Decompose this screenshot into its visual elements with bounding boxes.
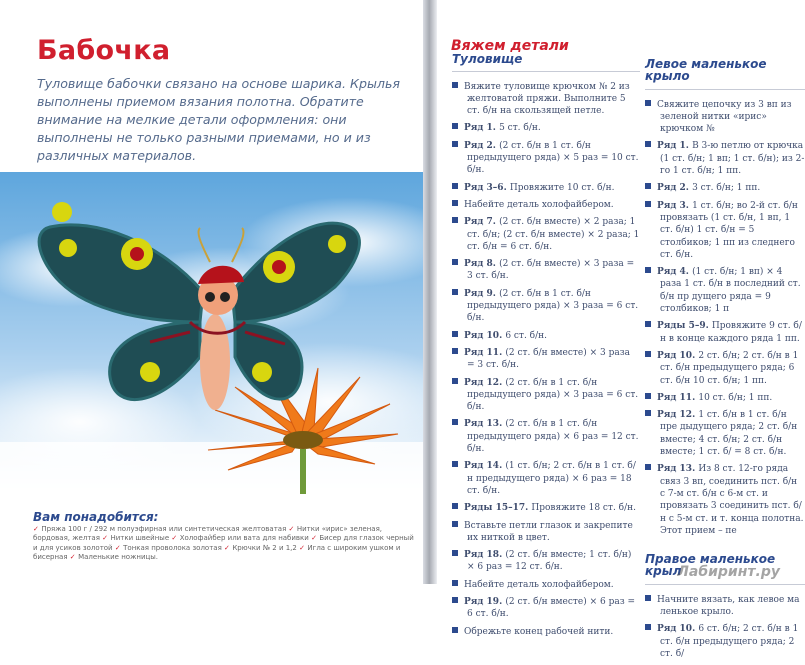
book-gutter (423, 0, 437, 584)
row-instruction (645, 350, 805, 387)
instruction-text: Начните вязать, как левое ма ленькое крыло. (657, 594, 800, 617)
instruction-text: (2 ст. б/н вместе) × 2 раза; 1 ст. б/н; (2 ст. б/н вместе) × 2 раза; 1 ст. б/н = 6 ст. б/н. (467, 217, 640, 252)
divider (645, 89, 805, 90)
square-bullet-icon (645, 201, 651, 207)
square-bullet-icon (645, 100, 651, 106)
square-bullet-icon (452, 597, 458, 603)
section-title: Вяжем детали (451, 38, 569, 54)
instruction-text: Провяжите 9 ст. б/н в конце каждого ряда 1 пп. (660, 321, 802, 344)
right-wing-instructions (645, 594, 805, 660)
intro-text: Туловище бабочки связано на основе шарика. Крылья выполнены приемом вязания полотна. Обратите внимание на мелкие детали оформления: они выполнены не только разными приемами, но и из различных материалов. (37, 76, 400, 163)
instruction-text: 6 ст. б/н. (505, 330, 547, 341)
row-label: Ряд 7. (464, 217, 500, 228)
row-instruction (645, 320, 805, 345)
instruction-step (452, 579, 640, 591)
square-bullet-icon (452, 419, 458, 425)
square-bullet-icon (452, 82, 458, 88)
material-item (224, 544, 299, 552)
row-instruction (645, 623, 805, 660)
right-wing-heading: Правое маленькое крыл (645, 552, 776, 579)
instruction-text: Провяжите 10 ст. б/н. (509, 182, 615, 193)
instruction-text: (1 ст. б/н; 1 вп) × 4 раза 1 ст. б/н в последний ст. б/н пр дущего ряда = 9 столбиков; 1 п (660, 267, 801, 315)
row-label: Ряд 8. (464, 259, 500, 270)
instruction-text: (2 ст. б/н вместе; 1 ст. б/н) × 6 раз = 12 ст. б/н. (467, 550, 632, 573)
material-item (33, 525, 289, 533)
row-instruction (645, 409, 805, 458)
check-icon: ✓ (33, 525, 42, 533)
body-heading: Туловище (452, 52, 523, 67)
instruction-text: Набейте деталь холофайбером. (464, 579, 614, 590)
page-title: Бабочка (37, 35, 171, 66)
row-label: Ряд 11. (464, 347, 506, 358)
row-label: Ряд 3. (657, 200, 693, 211)
row-label: Ряд 18. (464, 550, 506, 561)
watermark: Лабиринт.ру (677, 564, 780, 580)
instruction-text: (1 ст. б/н; 2 ст. б/н в 1 ст. б/н предыдущего ряда) × 6 раз = 18 ст. б/н. (467, 461, 636, 496)
right-page (437, 0, 805, 659)
instruction-text: (2 ст. б/н в 1 ст. б/н предыдущего ряда) × 3 раза = 6 ст. б/н. (467, 377, 639, 413)
square-bullet-icon (452, 521, 458, 527)
check-icon: ✓ (171, 534, 180, 543)
check-icon: ✓ (288, 525, 297, 533)
square-bullet-icon (645, 393, 651, 399)
left-wing-heading: Левое маленькое крыло (645, 57, 767, 84)
instruction-text: В 3-ю петлю от крючка (1 ст. б/н; 1 вп; 1 ст. б/н); из 2-го 1 ст. б/н; 1 пп. (660, 141, 805, 177)
square-bullet-icon (645, 410, 651, 416)
row-instruction (452, 347, 640, 372)
row-label: Ряды 5–9. (657, 321, 712, 332)
instruction-step (452, 626, 640, 638)
square-bullet-icon (452, 183, 458, 189)
square-bullet-icon (452, 378, 458, 384)
row-label: Ряд 1. (464, 123, 500, 134)
row-label: Ряд 9. (464, 288, 500, 299)
row-label: Ряды 15–17. (464, 503, 532, 514)
instruction-text: (2 ст. б/н вместе) × 3 раза = 3 ст. б/н. (467, 347, 630, 371)
square-bullet-icon (452, 200, 458, 206)
instruction-text: 3 ст. б/н; 1 пп. (692, 183, 761, 194)
row-instruction (645, 463, 805, 537)
instruction-text: 5 ст. б/н. (499, 123, 541, 134)
row-instruction (645, 392, 805, 404)
row-label: Ряд 10. (657, 624, 699, 635)
body-instructions (452, 81, 640, 638)
square-bullet-icon (452, 259, 458, 265)
square-bullet-icon (645, 464, 651, 470)
row-label: Ряд 10. (464, 330, 506, 341)
material-text: Тонкая проволока золотая (123, 543, 225, 552)
instruction-step (452, 199, 640, 211)
instruction-step (645, 594, 805, 619)
instruction-text: Обрежьте конец рабочей нити. (464, 626, 614, 637)
material-item (115, 544, 224, 552)
row-instruction (452, 502, 640, 514)
instruction-text: Вставьте петли глазок и закрепите их ниткой в цвет. (464, 520, 633, 543)
instruction-text: 10 ст. б/н; 1 пп. (698, 392, 773, 403)
instruction-step (452, 81, 640, 118)
row-label: Ряд 12. (657, 410, 699, 421)
row-instruction (645, 140, 805, 177)
square-bullet-icon (645, 141, 651, 147)
row-label: Ряд 19. (464, 596, 506, 607)
instruction-step (452, 520, 640, 545)
square-bullet-icon (452, 348, 458, 354)
square-bullet-icon (452, 217, 458, 223)
material-item (171, 534, 311, 542)
square-bullet-icon (452, 141, 458, 147)
square-bullet-icon (452, 461, 458, 467)
material-item (102, 534, 171, 542)
row-label: Ряд 4. (657, 267, 693, 278)
row-label: Ряд 14. (464, 461, 506, 472)
check-icon: ✓ (69, 552, 79, 561)
instruction-text: Набейте деталь холофайбером. (464, 199, 614, 210)
square-bullet-icon (452, 289, 458, 295)
instruction-text: Свяжите цепочку из 3 вп из зеленой нитки «ирис» крючком № (657, 99, 792, 135)
material-text: Маленькие ножницы. (78, 552, 159, 561)
check-icon: ✓ (299, 543, 308, 552)
check-icon: ✓ (311, 534, 320, 543)
material-text: Бисер для глазок черный и для усиков золотой (33, 534, 414, 552)
column-body (452, 0, 640, 643)
row-instruction (452, 122, 640, 134)
square-bullet-icon (452, 331, 458, 337)
instruction-text: Провяжите 18 ст. б/н. (531, 503, 636, 514)
row-instruction (452, 596, 640, 621)
row-instruction (452, 418, 640, 455)
check-icon: ✓ (114, 543, 124, 552)
material-text: Холофайбер или вата для набивки (179, 534, 312, 543)
material-text: Нитки швейные (110, 534, 172, 543)
instruction-text: 2 ст. б/н; 2 ст. б/н в 1 ст. б/н предыдущего ряда; 6 ст. б/н 10 ст. б/н; 1 пп. (660, 350, 799, 386)
material-text: Крючки № 2 и 1,2 (232, 543, 300, 552)
material-text: Игла с широким ушком и бисерная (33, 543, 401, 561)
row-instruction (452, 182, 640, 194)
materials-title: Вам понадобится: (33, 510, 159, 524)
row-instruction (452, 377, 640, 414)
square-bullet-icon (452, 550, 458, 556)
material-text: Нитки «ирис» зеленая, бордовая, желтая (33, 525, 383, 543)
materials-list (33, 525, 418, 562)
row-instruction (645, 200, 805, 261)
butterfly-photo (0, 172, 423, 494)
instruction-text: 1 ст. б/н в 1 ст. б/н пре дыдущего ряда; 2 ст. б/н вместе; 4 ст. б/н; 2 ст. б/н вместе; 1 ст. б/ = 8 ст. б/н. (660, 410, 798, 458)
row-instruction (452, 216, 640, 253)
row-instruction (452, 140, 640, 177)
butterfly-illustration (0, 172, 423, 494)
row-label: Ряд 2. (464, 140, 500, 151)
divider (452, 71, 640, 72)
instruction-text: Из 8 ст. 12-го ряда связ 3 вп, соединить пст. б/н с 7-м ст. б/н с 6-м ст. и провязать 3 соединить пст. б/н с 5-м ст. и т. конца полотна. Этот прием – пе (660, 464, 804, 536)
row-instruction (452, 549, 640, 574)
check-icon: ✓ (102, 534, 111, 543)
row-label: Ряд 13. (657, 464, 699, 475)
row-label: Ряд 13. (464, 419, 506, 430)
row-label: Ряд 2. (657, 183, 693, 194)
square-bullet-icon (452, 503, 458, 509)
square-bullet-icon (645, 183, 651, 189)
row-instruction (452, 460, 640, 497)
row-label: Ряд 1. (657, 141, 693, 152)
square-bullet-icon (452, 123, 458, 129)
instruction-text: (2 ст. б/н вместе) × 6 раз = 6 ст. б/н. (467, 596, 636, 620)
row-instruction (452, 288, 640, 325)
check-icon: ✓ (224, 543, 233, 552)
instruction-text: (2 ст. б/н в 1 ст. б/н предыдущего ряда) × 6 раз = 12 ст. б/н. (467, 419, 639, 455)
divider (645, 584, 805, 585)
instruction-text: 1 ст. б/н; во 2-й ст. б/н провязать (1 ст. б/н, 1 вп, 1 ст. б/н) 1 ст. б/н = 5 столбиков; 1 пп из следнего ст. б/н. (660, 200, 798, 260)
square-bullet-icon (645, 267, 651, 273)
instruction-text: (2 ст. б/н в 1 ст. б/н предыдущего ряда) × 3 раза = 6 ст. б/н. (467, 288, 639, 324)
left-wing-instructions (645, 99, 805, 538)
square-bullet-icon (645, 321, 651, 327)
square-bullet-icon (645, 624, 651, 630)
row-label: Ряд 10. (657, 350, 699, 361)
row-label: Ряд 3–6. (464, 182, 510, 193)
material-item (70, 553, 158, 561)
square-bullet-icon (452, 580, 458, 586)
row-instruction (645, 266, 805, 315)
row-instruction (645, 182, 805, 194)
instruction-text: 6 ст. б/н; 2 ст. б/н в 1 ст. б/н предыдущего ряда; 2 ст. б/ (660, 624, 799, 659)
row-label: Ряд 11. (657, 392, 699, 403)
row-label: Ряд 12. (464, 377, 506, 388)
instruction-text: (2 ст. б/н вместе) × 3 раза = 3 ст. б/н. (467, 259, 635, 282)
row-instruction (452, 258, 640, 283)
square-bullet-icon (452, 627, 458, 633)
instruction-text: (2 ст. б/н в 1 ст. б/н предыдущего ряда) × 5 раз = 10 ст. б/н. (467, 140, 639, 176)
square-bullet-icon (645, 595, 651, 601)
square-bullet-icon (645, 351, 651, 357)
instruction-step (645, 99, 805, 136)
left-page (0, 0, 423, 584)
material-text: Пряжа 100 г / 292 м полуэфирная или синтетическая желтоватая (41, 525, 289, 533)
instruction-text: Вяжите туловище крючком № 2 из желтоватой пряжи. Выполните 5 ст. б/н на скользящей петле. (464, 81, 630, 117)
row-instruction (452, 330, 640, 342)
